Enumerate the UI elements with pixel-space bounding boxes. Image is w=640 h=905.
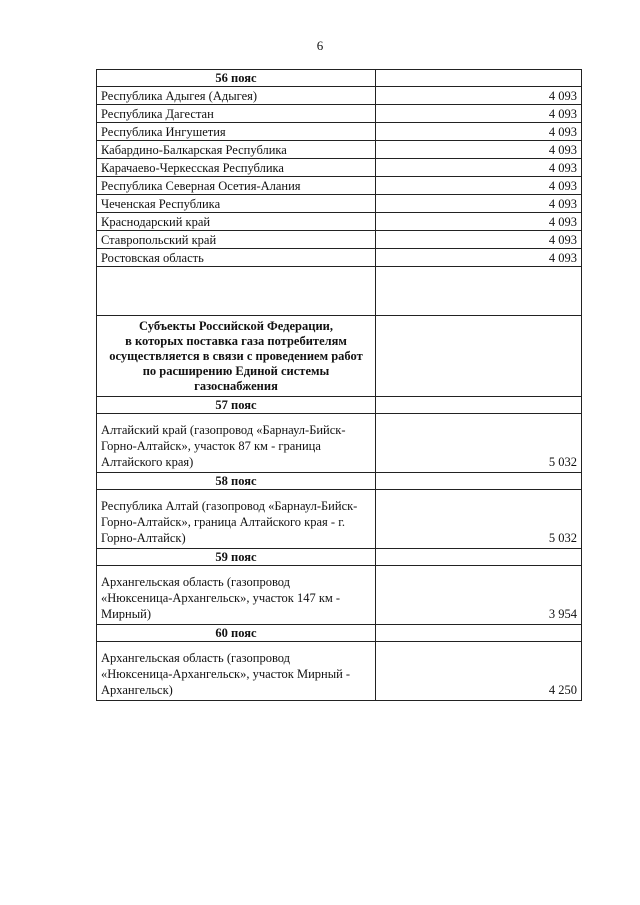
zone-59-title: 59 пояс	[97, 549, 376, 566]
empty-cell	[97, 267, 376, 316]
region-line: Республика Алтай (газопровод «Барнаул-Бийск-	[101, 499, 358, 513]
table-row	[97, 566, 582, 625]
zone-58-value-cell	[376, 473, 582, 490]
table-row	[97, 642, 582, 701]
price-value: 4 093	[376, 231, 582, 249]
zone-60-value-cell	[376, 625, 582, 642]
region-line: Горно-Алтайск», граница Алтайского края - г.	[101, 515, 346, 529]
region-line: Алтайский край (газопровод «Барнаул-Бийск-	[101, 423, 346, 437]
zone-56-header	[97, 70, 582, 87]
section-title-line: по расширению Единой системы	[142, 363, 330, 378]
zone-57-value-cell	[376, 397, 582, 414]
price-value: 5 032	[376, 490, 582, 549]
table-row	[97, 177, 582, 195]
price-value: 4 093	[376, 177, 582, 195]
table-row	[97, 195, 582, 213]
region-line: Архангельская область (газопровод	[101, 651, 291, 665]
region-name	[97, 490, 376, 549]
zone-59-value-cell	[376, 549, 582, 566]
price-value: 4 093	[376, 105, 582, 123]
region-line: Алтайского края)	[101, 455, 194, 469]
price-value: 4 093	[376, 195, 582, 213]
price-value: 4 093	[376, 213, 582, 231]
price-value: 4 093	[376, 87, 582, 105]
region-line: «Нюксеница-Архангельск», участок Мирный -	[101, 667, 351, 681]
table-row	[97, 490, 582, 549]
section-title	[97, 316, 376, 397]
empty-cell	[376, 316, 582, 397]
table-row	[97, 123, 582, 141]
price-value: 4 093	[376, 159, 582, 177]
region-name: Краснодарский край	[97, 213, 376, 231]
zone-59-header	[97, 549, 582, 566]
zone-56-title: 56 пояс	[97, 70, 376, 87]
region-name: Чеченская Республика	[97, 195, 376, 213]
zone-60-header	[97, 625, 582, 642]
region-name: Ставропольский край	[97, 231, 376, 249]
region-name: Ростовская область	[97, 249, 376, 267]
table-row	[97, 105, 582, 123]
table-row	[97, 231, 582, 249]
region-line: Архангельская область (газопровод	[101, 575, 291, 589]
zone-57-title: 57 пояс	[97, 397, 376, 414]
region-line: Горно-Алтайск», участок 87 км - граница	[101, 439, 321, 453]
region-name	[97, 642, 376, 701]
zone-56-value-cell	[376, 70, 582, 87]
price-value: 4 093	[376, 123, 582, 141]
table-row	[97, 159, 582, 177]
table-row	[97, 141, 582, 159]
section-title-line: Субъекты Российской Федерации,	[139, 318, 333, 333]
region-line: Горно-Алтайск)	[101, 531, 186, 545]
section-header-row	[97, 316, 582, 397]
region-name: Кабардино-Балкарская Республика	[97, 141, 376, 159]
region-line: Архангельск)	[101, 683, 173, 697]
region-name: Республика Дагестан	[97, 105, 376, 123]
price-value: 3 954	[376, 566, 582, 625]
zone-58-header	[97, 473, 582, 490]
price-value: 4 093	[376, 141, 582, 159]
price-value: 4 093	[376, 249, 582, 267]
region-line: Мирный)	[101, 607, 151, 621]
region-name: Карачаево-Черкесская Республика	[97, 159, 376, 177]
empty-cell	[376, 267, 582, 316]
zone-58-title: 58 пояс	[97, 473, 376, 490]
table-row	[97, 213, 582, 231]
region-name	[97, 414, 376, 473]
price-value: 4 250	[376, 642, 582, 701]
region-name: Республика Северная Осетия-Алания	[97, 177, 376, 195]
section-title-line: осуществляется в связи с проведением работ	[109, 348, 363, 363]
zone-57-header	[97, 397, 582, 414]
region-name: Республика Адыгея (Адыгея)	[97, 87, 376, 105]
zone-60-title: 60 пояс	[97, 625, 376, 642]
table-row	[97, 249, 582, 267]
table-row	[97, 414, 582, 473]
region-name	[97, 566, 376, 625]
section-title-line: газоснабжения	[194, 378, 278, 393]
tariff-table	[96, 69, 582, 701]
table-row	[97, 87, 582, 105]
section-title-line: в которых поставка газа потребителям	[125, 333, 347, 348]
region-name: Республика Ингушетия	[97, 123, 376, 141]
empty-row	[97, 267, 582, 316]
page-number: 6	[316, 38, 324, 53]
region-line: «Нюксеница-Архангельск», участок 147 км -	[101, 591, 341, 605]
price-value: 5 032	[376, 414, 582, 473]
